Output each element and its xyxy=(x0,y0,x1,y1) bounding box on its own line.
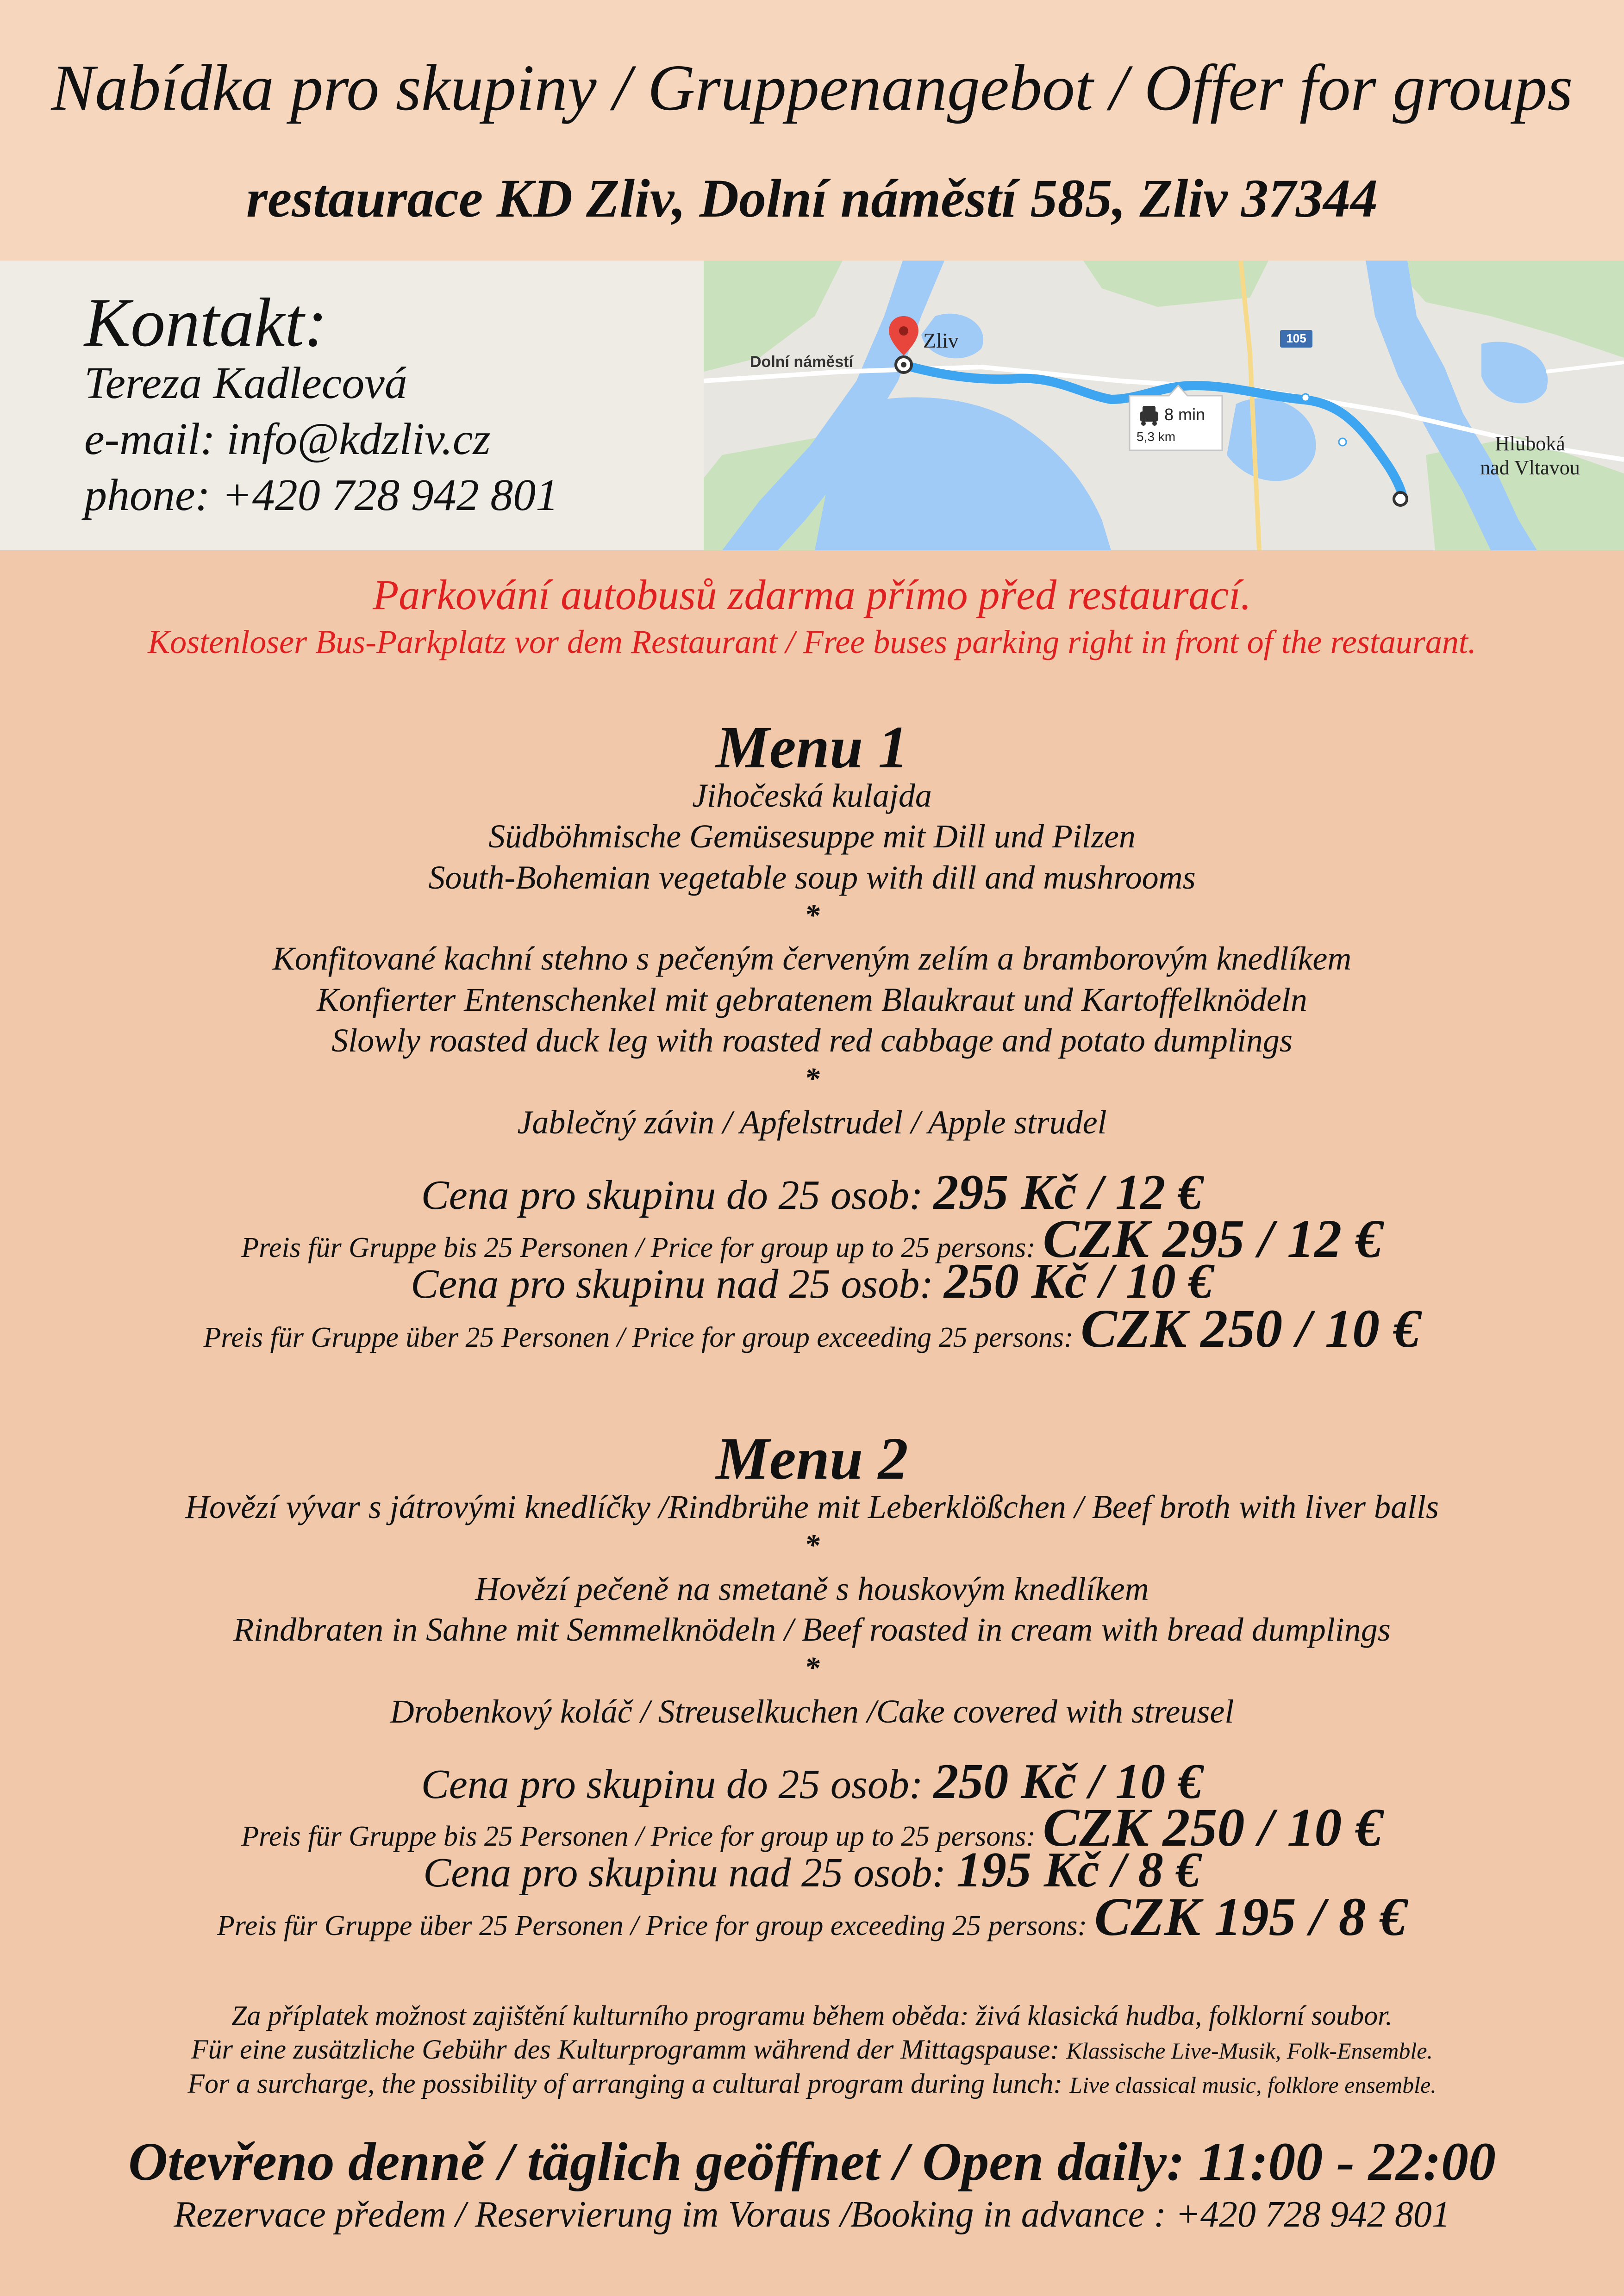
menu2-price2-value: CZK 250 / 10 € xyxy=(1043,1797,1383,1858)
surcharge-de-small: Klassische Live-Musik, Folk-Ensemble. xyxy=(1066,2038,1433,2064)
menu1-separator: * xyxy=(804,1062,820,1095)
menu2-price1-value: 250 Kč / 10 € xyxy=(933,1754,1203,1809)
travel-info-card[interactable] xyxy=(1130,386,1222,450)
surcharge-cz: Za příplatek možnost zajištění kulturního programu během oběda: živá klasická hudba, folklorní soubor. xyxy=(231,2000,1393,2031)
menu2-title: Menu 2 xyxy=(716,1425,908,1492)
surcharge-en-small: Live classical music, folklore ensemble. xyxy=(1069,2072,1437,2098)
menu1-price2-label: Preis für Gruppe bis 25 Personen / Price for group up to 25 persons: xyxy=(241,1232,1043,1263)
parking-notice-de-en: Kostenloser Bus-Parkplatz vor dem Restaurant / Free buses parking right in front of the restaurant. xyxy=(148,623,1476,660)
menu2-price4-label: Preis für Gruppe über 25 Personen / Price for group exceeding 25 persons: xyxy=(217,1910,1094,1941)
menu1-price4-label: Preis für Gruppe über 25 Personen / Price for group exceeding 25 persons: xyxy=(203,1322,1081,1353)
map-label-origin-place: Dolní náměstí xyxy=(750,353,853,371)
menu2-price3-value: 195 Kč / 8 € xyxy=(956,1842,1201,1898)
surcharge-en-main: For a surcharge, the possibility of arranging a cultural program during lunch: xyxy=(187,2068,1070,2099)
menu1-main-de: Konfierter Entenschenkel mit gebratenem Blaukraut und Kartoffelknödeln xyxy=(317,981,1307,1018)
menu2-main-de-en: Rindbraten in Sahne mit Semmelknödeln / Beef roasted in cream with bread dumplings xyxy=(233,1611,1391,1648)
menu1-price3-label: Cena pro skupinu nad 25 osob: xyxy=(411,1261,944,1307)
menu2-price1-label: Cena pro skupinu do 25 osob: xyxy=(421,1761,934,1807)
menu2-main-cz: Hovězí pečeně na smetaně s houskovým knedlíkem xyxy=(475,1570,1149,1607)
route-end-icon xyxy=(1394,492,1407,505)
menu2-dessert: Drobenkový koláč / Streuselkuchen /Cake covered with streusel xyxy=(390,1693,1234,1730)
menu1-price1-label: Cena pro skupinu do 25 osob: xyxy=(421,1172,934,1218)
menu1-title: Menu 1 xyxy=(716,714,908,781)
menu1-main-cz: Konfitované kachní stehno s pečeným červeným zelím a bramborovým knedlíkem xyxy=(272,940,1352,977)
menu2-soup: Hovězí vývar s játrovými knedlíčky /Rindbrühe mit Leberklößchen / Beef broth with liver balls xyxy=(185,1488,1439,1525)
menu1-price3-value: 250 Kč / 10 € xyxy=(943,1254,1213,1309)
travel-time: 8 min xyxy=(1164,405,1206,424)
header-band xyxy=(0,0,1624,261)
route-waypoint xyxy=(1339,438,1346,446)
pin-dot xyxy=(899,326,908,336)
menu1-soup-cz: Jihočeská kulajda xyxy=(692,777,932,814)
booking-info[interactable]: Rezervace předem / Reservierung im Voraus /Booking in advance : +420 728 942 801 xyxy=(174,2194,1450,2235)
restaurant-address: restaurace KD Zliv, Dolní náměstí 585, Zliv 37344 xyxy=(246,168,1378,229)
menu2-separator: * xyxy=(804,1651,820,1685)
map-svg xyxy=(704,261,1624,550)
map-label-destination-line2: nad Vltavou xyxy=(1480,456,1580,479)
menu2-separator: * xyxy=(804,1528,820,1562)
menu1-soup-en: South-Bohemian vegetable soup with dill and mushrooms xyxy=(428,859,1196,896)
contact-name: Tereza Kadlecová xyxy=(84,358,407,408)
parking-notice-cz: Parkování autobusů zdarma přímo před restaurací. xyxy=(373,571,1251,618)
surcharge-en xyxy=(0,2070,1624,2097)
menu1-main-en: Slowly roasted duck leg with roasted red cabbage and potato dumplings xyxy=(331,1022,1293,1059)
menu1-separator: * xyxy=(804,898,820,932)
contact-phone[interactable]: phone: +420 728 942 801 xyxy=(84,470,559,520)
menu2-price4-value: CZK 195 / 8 € xyxy=(1094,1886,1407,1947)
menu1-price2-value: CZK 295 / 12 € xyxy=(1043,1208,1383,1269)
route-waypoint xyxy=(1302,394,1309,401)
menu1-price4-value: CZK 250 / 10 € xyxy=(1081,1298,1421,1359)
menu2-price2-label: Preis für Gruppe bis 25 Personen / Price for group up to 25 persons: xyxy=(241,1821,1043,1852)
menu2-price3-label: Cena pro skupinu nad 25 osob: xyxy=(423,1850,956,1896)
menu2-price-row4 xyxy=(0,1886,1624,1947)
menu1-price-row4 xyxy=(0,1298,1624,1359)
opening-hours: Otevřeno denně / täglich geöffnet / Open daily: 11:00 - 22:00 xyxy=(128,2131,1496,2192)
road-number-label: 105 xyxy=(1286,331,1306,345)
menu1-dessert: Jablečný závin / Apfelstrudel / Apple strudel xyxy=(517,1104,1107,1141)
offer-title: Nabídka pro skupiny / Gruppenangebot / Offer for groups xyxy=(51,51,1573,124)
map-label-origin-town: Zliv xyxy=(923,329,959,352)
surcharge-de xyxy=(0,2035,1624,2063)
map-label-destination-line1: Hluboká xyxy=(1495,432,1565,455)
contact-email[interactable]: e-mail: info@kdzliv.cz xyxy=(84,414,491,464)
contact-heading: Kontakt: xyxy=(84,284,327,361)
route-map xyxy=(704,261,1624,550)
menu1-price1-value: 295 Kč / 12 € xyxy=(933,1165,1203,1220)
contact-block xyxy=(0,261,704,550)
surcharge-de-main: Für eine zusätzliche Gebühr des Kulturprogramm während der Mittagspause: xyxy=(191,2034,1067,2065)
menu1-soup-de: Südböhmische Gemüsesuppe mit Dill und Pilzen xyxy=(488,818,1136,855)
travel-distance: 5,3 km xyxy=(1137,429,1176,444)
